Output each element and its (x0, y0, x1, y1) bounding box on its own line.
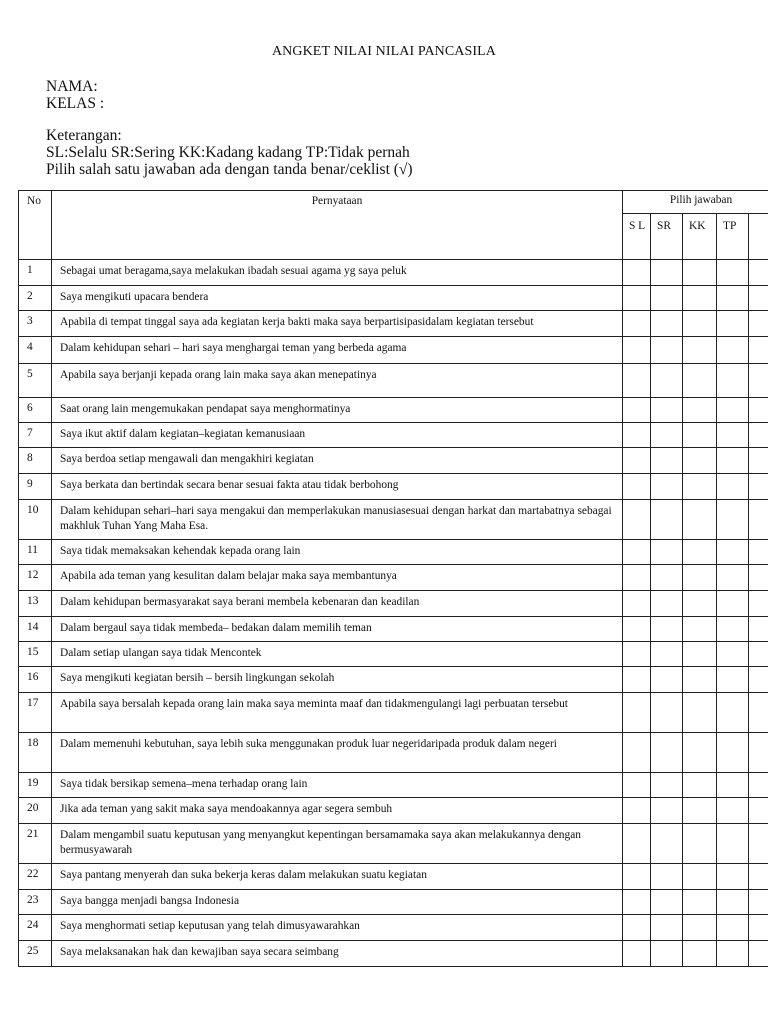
row-number: 18 (19, 733, 52, 773)
statement-text: Apabila di tempat tinggal saya ada kegiatan kerja bakti maka saya berpartisipasidalam kegiatan tersebut (52, 311, 623, 337)
answer-cell-sl[interactable] (623, 941, 651, 967)
answer-cell-kk[interactable] (683, 733, 717, 773)
answer-cell-tp[interactable] (717, 423, 749, 448)
answer-cell-sr[interactable] (651, 474, 683, 500)
answer-cell-sr[interactable] (651, 941, 683, 967)
answer-cell-extra[interactable] (749, 286, 768, 311)
table-row (19, 915, 768, 941)
answer-cell-sl[interactable] (623, 617, 651, 642)
answer-cell-sr[interactable] (651, 773, 683, 798)
statement-text: Dalam kehidupan sehari – hari saya menghargai teman yang berbeda agama (52, 337, 623, 364)
statement-text: Dalam setiap ulangan saya tidak Mencontek (52, 642, 623, 667)
statement-text: Apabila saya berjanji kepada orang lain maka saya akan menepatinya (52, 364, 623, 398)
answer-cell-sr[interactable] (651, 448, 683, 474)
header-pernyataan: Pernyataan (52, 191, 623, 260)
answer-cell-extra[interactable] (749, 591, 768, 617)
keterangan-label: Keterangan: (46, 127, 122, 144)
answer-cell-sl[interactable] (623, 540, 651, 565)
answer-cell-kk[interactable] (683, 260, 717, 286)
row-number: 14 (19, 617, 52, 642)
statement-text: Dalam mengambil suatu keputusan yang menyangkut kepentingan bersamamaka saya akan melakukannya dengan bermusyawarah (52, 824, 623, 864)
answer-cell-kk[interactable] (683, 864, 717, 890)
statement-text: Jika ada teman yang sakit maka saya mendoakannya agar segera sembuh (52, 798, 623, 824)
answer-cell-sl[interactable] (623, 260, 651, 286)
statement-text: Saya berdoa setiap mengawali dan mengakhiri kegiatan (52, 448, 623, 474)
statement-text: Saat orang lain mengemukakan pendapat saya menghormatinya (52, 398, 623, 423)
statement-text: Dalam memenuhi kebutuhan, saya lebih suka menggunakan produk luar negeridaripada produk dalam negeri (52, 733, 623, 773)
row-number: 17 (19, 693, 52, 733)
answer-cell-sr[interactable] (651, 693, 683, 733)
table-row (19, 617, 768, 642)
row-number: 6 (19, 398, 52, 423)
answer-cell-extra[interactable] (749, 773, 768, 798)
answer-cell-tp[interactable] (717, 915, 749, 941)
answer-cell-sl[interactable] (623, 448, 651, 474)
answer-cell-sl[interactable] (623, 474, 651, 500)
statement-text: Saya berkata dan bertindak secara benar sesuai fakta atau tidak berbohong (52, 474, 623, 500)
answer-cell-sl[interactable] (623, 311, 651, 337)
answer-cell-sr[interactable] (651, 864, 683, 890)
table-row (19, 364, 768, 398)
answer-cell-sl[interactable] (623, 890, 651, 915)
answer-cell-kk[interactable] (683, 890, 717, 915)
header-pilih-jawaban: Pilih jawaban (623, 191, 768, 214)
answer-cell-sl[interactable] (623, 915, 651, 941)
table-row (19, 941, 768, 967)
table-row (19, 733, 768, 773)
answer-cell-tp[interactable] (717, 733, 749, 773)
answer-cell-tp[interactable] (717, 667, 749, 693)
answer-cell-extra[interactable] (749, 824, 768, 864)
row-number: 8 (19, 448, 52, 474)
answer-cell-extra[interactable] (749, 423, 768, 448)
answer-cell-tp[interactable] (717, 448, 749, 474)
table-row (19, 890, 768, 915)
answer-cell-extra[interactable] (749, 733, 768, 773)
statement-text: Saya pantang menyerah dan suka bekerja keras dalam melakukan suatu kegiatan (52, 864, 623, 890)
statement-text: Sebagai umat beragama,saya melakukan ibadah sesuai agama yg saya peluk (52, 260, 623, 286)
answer-cell-sl[interactable] (623, 565, 651, 591)
table-row (19, 693, 768, 733)
answer-cell-tp[interactable] (717, 540, 749, 565)
row-number: 24 (19, 915, 52, 941)
statement-text: Saya mengikuti kegiatan bersih – bersih lingkungan sekolah (52, 667, 623, 693)
header-option-kk: KK (683, 214, 717, 260)
answer-cell-sr[interactable] (651, 733, 683, 773)
answer-cell-tp[interactable] (717, 286, 749, 311)
row-number: 7 (19, 423, 52, 448)
header-no: No (19, 191, 52, 260)
table-row (19, 398, 768, 423)
answer-cell-kk[interactable] (683, 915, 717, 941)
answer-cell-sl[interactable] (623, 398, 651, 423)
answer-cell-extra[interactable] (749, 474, 768, 500)
answer-cell-sl[interactable] (623, 798, 651, 824)
table-row (19, 642, 768, 667)
answer-cell-extra[interactable] (749, 667, 768, 693)
answer-cell-kk[interactable] (683, 565, 717, 591)
answer-cell-kk[interactable] (683, 474, 717, 500)
statement-text: Saya bangga menjadi bangsa Indonesia (52, 890, 623, 915)
table-row (19, 286, 768, 311)
answer-cell-tp[interactable] (717, 617, 749, 642)
row-number: 21 (19, 824, 52, 864)
answer-cell-sl[interactable] (623, 693, 651, 733)
answer-cell-sr[interactable] (651, 500, 683, 540)
answer-cell-kk[interactable] (683, 798, 717, 824)
table-row (19, 667, 768, 693)
answer-cell-sl[interactable] (623, 824, 651, 864)
answer-cell-extra[interactable] (749, 864, 768, 890)
answer-cell-kk[interactable] (683, 423, 717, 448)
answer-cell-kk[interactable] (683, 448, 717, 474)
row-number: 15 (19, 642, 52, 667)
answer-cell-extra[interactable] (749, 448, 768, 474)
answer-cell-tp[interactable] (717, 398, 749, 423)
table-row (19, 565, 768, 591)
answer-cell-tp[interactable] (717, 773, 749, 798)
nama-label: NAMA: (46, 78, 98, 95)
answer-cell-extra[interactable] (749, 398, 768, 423)
header-option-sr: SR (651, 214, 683, 260)
statement-text: Saya mengikuti upacara bendera (52, 286, 623, 311)
answer-cell-sl[interactable] (623, 286, 651, 311)
answer-cell-tp[interactable] (717, 824, 749, 864)
answer-cell-extra[interactable] (749, 642, 768, 667)
legend-line: SL:Selalu SR:Sering KK:Kadang kadang TP:Tidak pernah (46, 144, 410, 161)
answer-cell-kk[interactable] (683, 667, 717, 693)
answer-cell-tp[interactable] (717, 591, 749, 617)
row-number: 5 (19, 364, 52, 398)
row-number: 13 (19, 591, 52, 617)
answer-cell-kk[interactable] (683, 617, 717, 642)
statement-text: Saya tidak memaksakan kehendak kepada orang lain (52, 540, 623, 565)
answer-cell-tp[interactable] (717, 364, 749, 398)
answer-cell-extra[interactable] (749, 941, 768, 967)
answer-cell-extra[interactable] (749, 311, 768, 337)
row-number: 1 (19, 260, 52, 286)
answer-cell-tp[interactable] (717, 260, 749, 286)
table-row (19, 474, 768, 500)
answer-cell-sr[interactable] (651, 824, 683, 864)
answer-cell-sl[interactable] (623, 591, 651, 617)
answer-cell-sr[interactable] (651, 423, 683, 448)
row-number: 3 (19, 311, 52, 337)
table-row (19, 798, 768, 824)
answer-cell-extra[interactable] (749, 915, 768, 941)
answer-cell-extra[interactable] (749, 540, 768, 565)
answer-cell-sl[interactable] (623, 667, 651, 693)
answer-cell-extra[interactable] (749, 617, 768, 642)
answer-cell-sr[interactable] (651, 311, 683, 337)
page-title: ANGKET NILAI NILAI PANCASILA (271, 44, 497, 59)
answer-cell-sl[interactable] (623, 864, 651, 890)
answer-cell-sl[interactable] (623, 733, 651, 773)
answer-cell-tp[interactable] (717, 337, 749, 364)
table-row (19, 337, 768, 364)
row-number: 20 (19, 798, 52, 824)
table-row (19, 591, 768, 617)
answer-cell-tp[interactable] (717, 642, 749, 667)
answer-cell-sr[interactable] (651, 337, 683, 364)
answer-cell-kk[interactable] (683, 642, 717, 667)
table-row (19, 824, 768, 864)
answer-cell-tp[interactable] (717, 500, 749, 540)
questionnaire-table (18, 190, 768, 967)
answer-cell-kk[interactable] (683, 364, 717, 398)
row-number: 4 (19, 337, 52, 364)
answer-cell-kk[interactable] (683, 286, 717, 311)
answer-cell-sr[interactable] (651, 565, 683, 591)
row-number: 25 (19, 941, 52, 967)
answer-cell-sr[interactable] (651, 798, 683, 824)
table-row (19, 864, 768, 890)
answer-cell-sr[interactable] (651, 286, 683, 311)
answer-cell-extra[interactable] (749, 693, 768, 733)
table-row (19, 423, 768, 448)
answer-cell-kk[interactable] (683, 500, 717, 540)
row-number: 12 (19, 565, 52, 591)
row-number: 2 (19, 286, 52, 311)
answer-cell-kk[interactable] (683, 311, 717, 337)
table-row (19, 260, 768, 286)
row-number: 9 (19, 474, 52, 500)
answer-cell-kk[interactable] (683, 337, 717, 364)
answer-cell-sl[interactable] (623, 423, 651, 448)
statement-text: Apabila ada teman yang kesulitan dalam belajar maka saya membantunya (52, 565, 623, 591)
answer-cell-sr[interactable] (651, 398, 683, 423)
answer-cell-extra[interactable] (749, 260, 768, 286)
questionnaire-body (19, 260, 768, 967)
answer-cell-kk[interactable] (683, 398, 717, 423)
answer-cell-sr[interactable] (651, 260, 683, 286)
row-number: 16 (19, 667, 52, 693)
answer-cell-extra[interactable] (749, 500, 768, 540)
statement-text: Saya menghormati setiap keputusan yang telah dimusyawarahkan (52, 915, 623, 941)
answer-cell-tp[interactable] (717, 864, 749, 890)
statement-text: Saya ikut aktif dalam kegiatan–kegiatan kemanusiaan (52, 423, 623, 448)
row-number: 22 (19, 864, 52, 890)
table-row (19, 311, 768, 337)
statement-text: Dalam bergaul saya tidak membeda– bedakan dalam memilih teman (52, 617, 623, 642)
answer-cell-kk[interactable] (683, 540, 717, 565)
answer-cell-kk[interactable] (683, 941, 717, 967)
answer-cell-sr[interactable] (651, 540, 683, 565)
row-number: 10 (19, 500, 52, 540)
table-row (19, 773, 768, 798)
answer-cell-extra[interactable] (749, 565, 768, 591)
answer-cell-sl[interactable] (623, 642, 651, 667)
answer-cell-sr[interactable] (651, 617, 683, 642)
statement-text: Dalam kehidupan bermasyarakat saya berani membela kebenaran dan keadilan (52, 591, 623, 617)
statement-text: Saya melaksanakan hak dan kewajiban saya secara seimbang (52, 941, 623, 967)
instruction-line: Pilih salah satu jawaban ada dengan tanda benar/ceklist (√) (46, 161, 413, 178)
answer-cell-extra[interactable] (749, 337, 768, 364)
answer-cell-extra[interactable] (749, 890, 768, 915)
header-option-extra (749, 214, 768, 260)
table-row (19, 500, 768, 540)
answer-cell-kk[interactable] (683, 591, 717, 617)
answer-cell-tp[interactable] (717, 798, 749, 824)
answer-cell-tp[interactable] (717, 890, 749, 915)
answer-cell-sr[interactable] (651, 591, 683, 617)
header-option-sl: S L (623, 214, 651, 260)
table-row (19, 540, 768, 565)
answer-cell-extra[interactable] (749, 798, 768, 824)
answer-cell-sl[interactable] (623, 500, 651, 540)
row-number: 11 (19, 540, 52, 565)
row-number: 19 (19, 773, 52, 798)
statement-text: Apabila saya bersalah kepada orang lain maka saya meminta maaf dan tidakmengulangi lagi perbuatan tersebut (52, 693, 623, 733)
answer-cell-tp[interactable] (717, 311, 749, 337)
table-row (19, 448, 768, 474)
answer-cell-tp[interactable] (717, 565, 749, 591)
kelas-label: KELAS : (46, 95, 105, 112)
statement-text: Saya tidak bersikap semena–mena terhadap orang lain (52, 773, 623, 798)
answer-cell-kk[interactable] (683, 693, 717, 733)
answer-cell-tp[interactable] (717, 474, 749, 500)
header-option-tp: TP (717, 214, 749, 260)
answer-cell-tp[interactable] (717, 941, 749, 967)
answer-cell-tp[interactable] (717, 693, 749, 733)
answer-cell-sr[interactable] (651, 364, 683, 398)
answer-cell-sr[interactable] (651, 667, 683, 693)
answer-cell-sr[interactable] (651, 642, 683, 667)
statement-text: Dalam kehidupan sehari–hari saya mengakui dan memperlakukan manusiasesuai dengan harkat dan martabatnya sebagai makhluk Tuhan Yang Maha Esa. (52, 500, 623, 540)
answer-cell-kk[interactable] (683, 824, 717, 864)
answer-cell-extra[interactable] (749, 364, 768, 398)
answer-cell-sl[interactable] (623, 337, 651, 364)
row-number: 23 (19, 890, 52, 915)
answer-cell-sr[interactable] (651, 915, 683, 941)
answer-cell-kk[interactable] (683, 773, 717, 798)
answer-cell-sl[interactable] (623, 364, 651, 398)
answer-cell-sr[interactable] (651, 890, 683, 915)
answer-cell-sl[interactable] (623, 773, 651, 798)
